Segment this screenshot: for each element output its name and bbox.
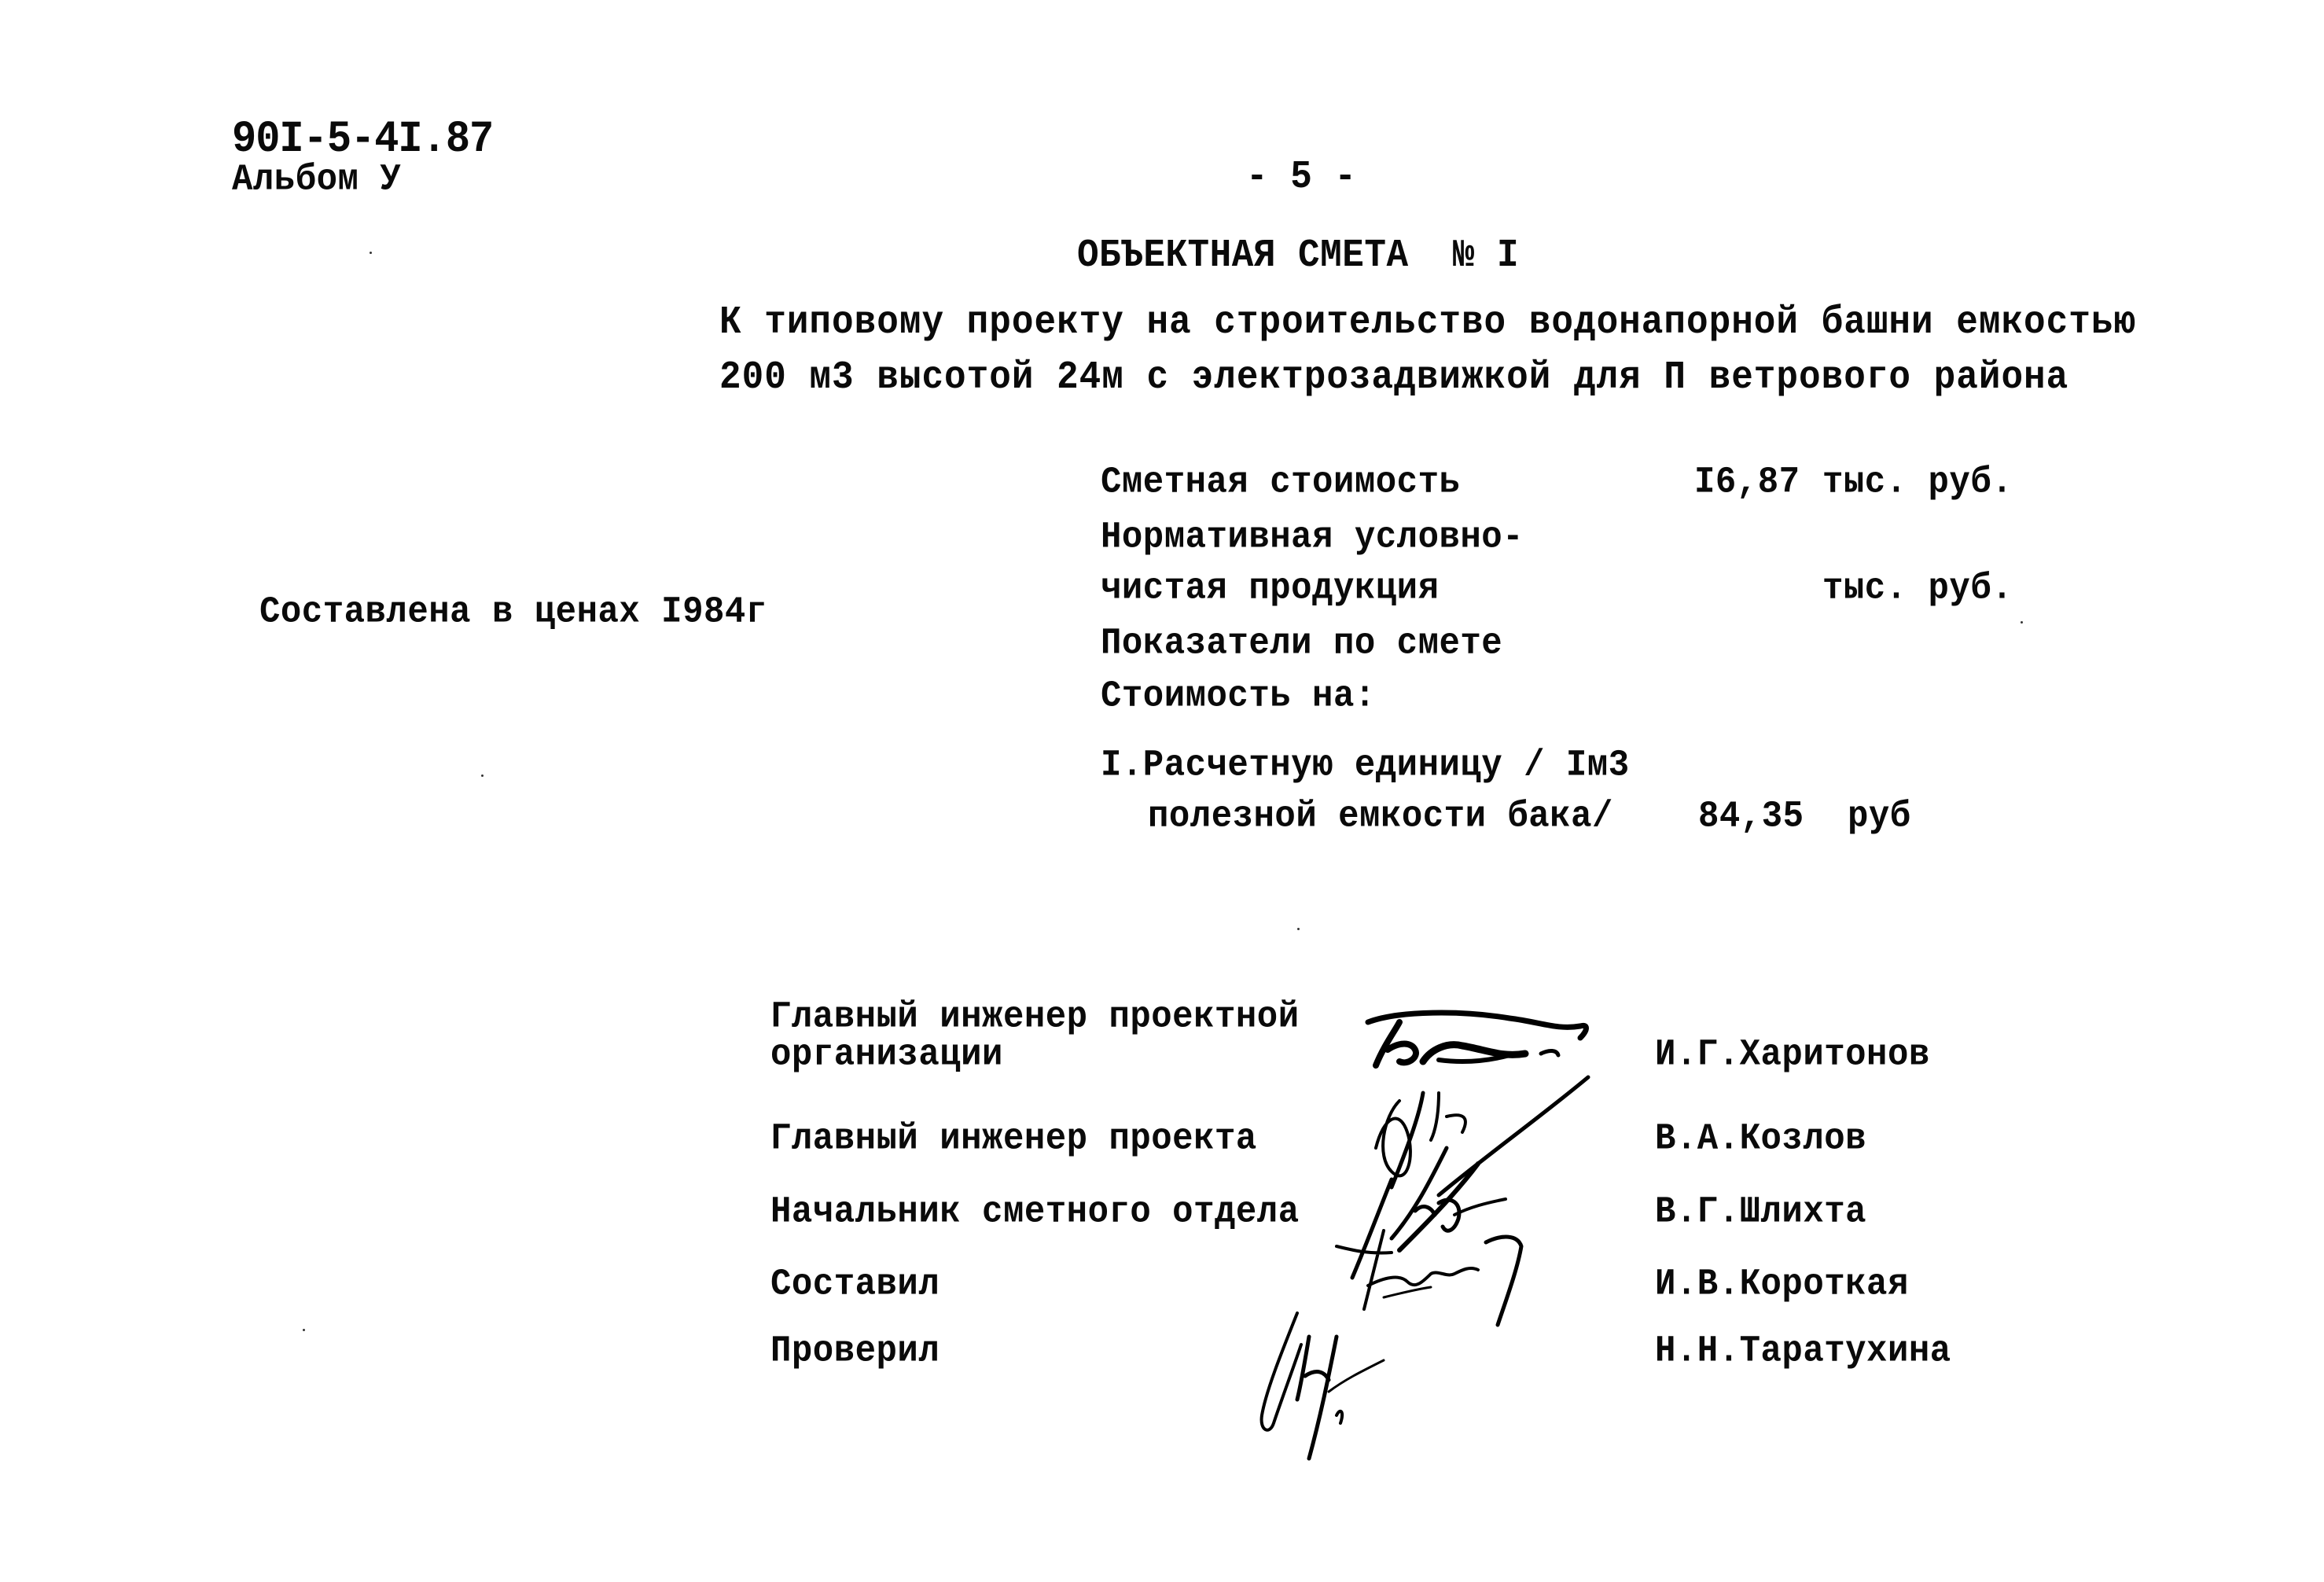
scan-speck	[2021, 621, 2023, 624]
cost-for-label: Стоимость на:	[1101, 675, 1376, 718]
scan-speck	[1297, 928, 1300, 930]
signatory-name-2: В.А.Козлов	[1655, 1117, 1867, 1161]
signature-role-5: Проверил	[770, 1330, 940, 1373]
signature-role-1-line-1: Главный инженер проектной	[770, 995, 1300, 1039]
document-code: 90I-5-4I.87	[232, 114, 494, 165]
document-title: ОБЪЕКТНАЯ СМЕТА № I	[1077, 233, 1520, 278]
unit-item-unit: руб	[1848, 795, 1911, 838]
signatory-name-1: И.Г.Харитонов	[1655, 1033, 1930, 1076]
album-label: Альбом У	[232, 158, 402, 201]
signatory-name-5: Н.Н.Таратухина	[1655, 1330, 1951, 1373]
signature-role-1-line-2: организации	[770, 1033, 1003, 1076]
estimated-cost-unit: тыс. руб.	[1822, 461, 2013, 504]
estimated-cost-label: Сметная стоимость	[1101, 461, 1461, 504]
signature-role-2: Главный инженер проекта	[770, 1117, 1257, 1161]
scan-speck	[370, 252, 372, 254]
signatory-name-4: И.В.Короткая	[1655, 1263, 1909, 1306]
signature-role-3: Начальник сметного отдела	[770, 1190, 1300, 1234]
subtitle-line-2: 200 м3 высотой 24м с электрозадвижкой для П ветрового района	[719, 355, 2069, 399]
scan-speck	[303, 1329, 305, 1331]
subtitle-line-1: К типовому проекту на строительство водонапорной башни емкостью	[719, 300, 2137, 344]
scan-speck	[481, 774, 484, 777]
signature-role-4: Составил	[770, 1263, 940, 1306]
signature-kharitonov-icon	[1352, 1006, 1604, 1077]
signature-taratukhina-icon	[1250, 1305, 1454, 1462]
unit-item-line-2: полезной емкости бака/	[1148, 795, 1613, 838]
estimated-cost-value: I6,87	[1694, 461, 1800, 504]
unit-item-value: 84,35	[1698, 795, 1804, 838]
page-number: - 5 -	[1246, 154, 1357, 199]
normative-label-line-1: Нормативная условно-	[1101, 516, 1524, 559]
normative-label-line-2: чистая продукция	[1101, 567, 1440, 610]
prices-note: Составлена в ценах I984г	[259, 590, 767, 634]
unit-item-line-1: I.Расчетную единицу / Iм3	[1101, 744, 1630, 787]
indicators-label: Показатели по смете	[1101, 622, 1503, 665]
normative-unit: тыс. руб.	[1822, 567, 2013, 610]
signatory-name-3: В.Г.Шлихта	[1655, 1190, 1867, 1234]
